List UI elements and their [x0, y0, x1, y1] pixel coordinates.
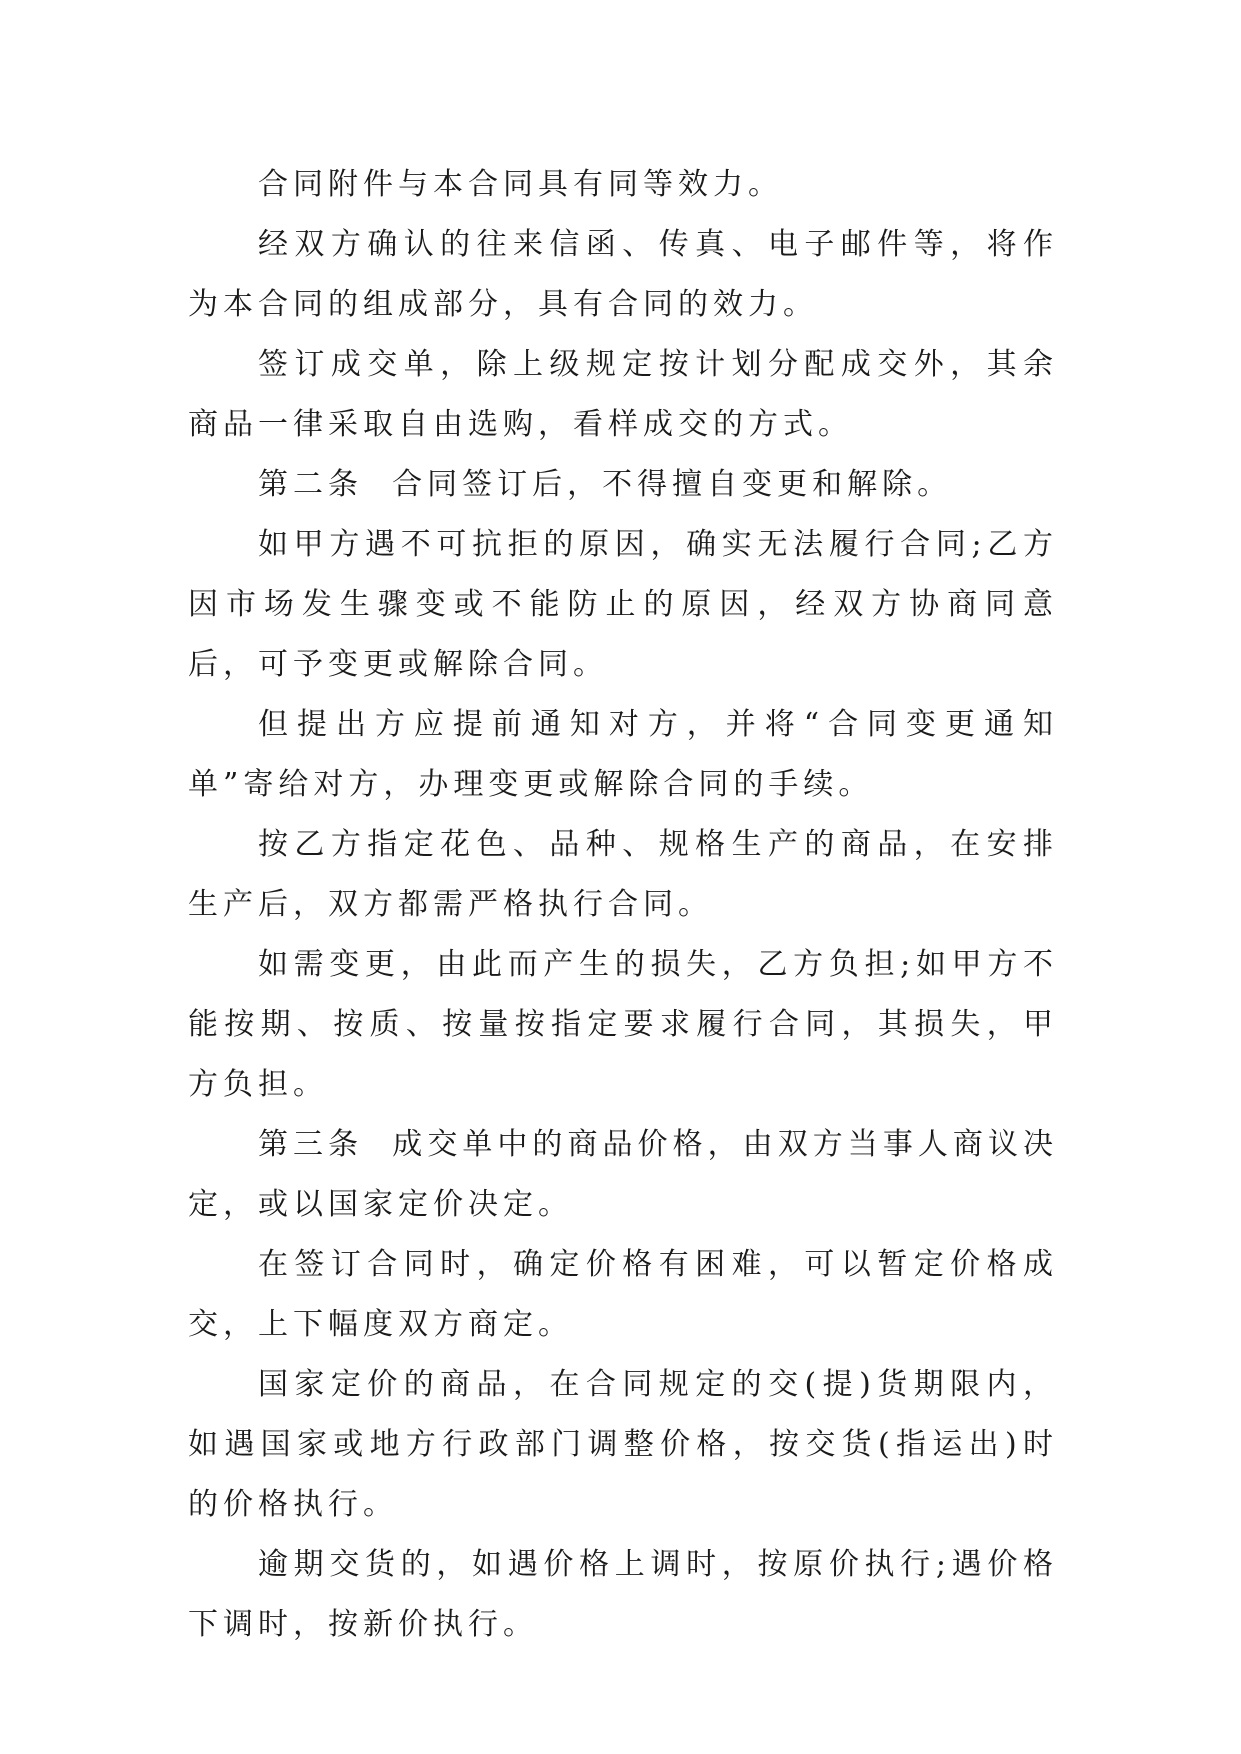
paragraph: 逾期交货的，如遇价格上调时，按原价执行;遇价格下调时，按新价执行。: [188, 1547, 1058, 1642]
paragraph: 签订成交单，除上级规定按计划分配成交外，其余商品一律采取自由选购，看样成交的方式。: [188, 347, 1058, 442]
paragraph: 如需变更，由此而产生的损失，乙方负担;如甲方不能按期、按质、按量按指定要求履行合同，其损失，甲方负担。: [188, 947, 1058, 1102]
paragraph: 按乙方指定花色、品种、规格生产的商品，在安排生产后，双方都需严格执行合同。: [188, 827, 1058, 922]
article-3-heading-paragraph: 第三条 成交单中的商品价格，由双方当事人商议决定，或以国家定价决定。: [188, 1127, 1058, 1222]
paragraph: 国家定价的商品，在合同规定的交(提)货期限内，如遇国家或地方行政部门调整价格，按交货(指运出)时的价格执行。: [188, 1367, 1058, 1522]
paragraph: 如甲方遇不可抗拒的原因，确实无法履行合同;乙方因市场发生骤变或不能防止的原因，经双方协商同意后，可予变更或解除合同。: [188, 527, 1058, 682]
document-body: [188, 155, 1058, 1655]
paragraph: 经双方确认的往来信函、传真、电子邮件等，将作为本合同的组成部分，具有合同的效力。: [188, 227, 1058, 322]
paragraph: 但提出方应提前通知对方，并将“合同变更通知单”寄给对方，办理变更或解除合同的手续。: [188, 707, 1058, 802]
paragraph: 在签订合同时，确定价格有困难，可以暂定价格成交，上下幅度双方商定。: [188, 1247, 1058, 1342]
article-2-heading-paragraph: 第二条 合同签订后，不得擅自变更和解除。: [258, 467, 953, 502]
paragraph: 合同附件与本合同具有同等效力。: [258, 167, 783, 202]
